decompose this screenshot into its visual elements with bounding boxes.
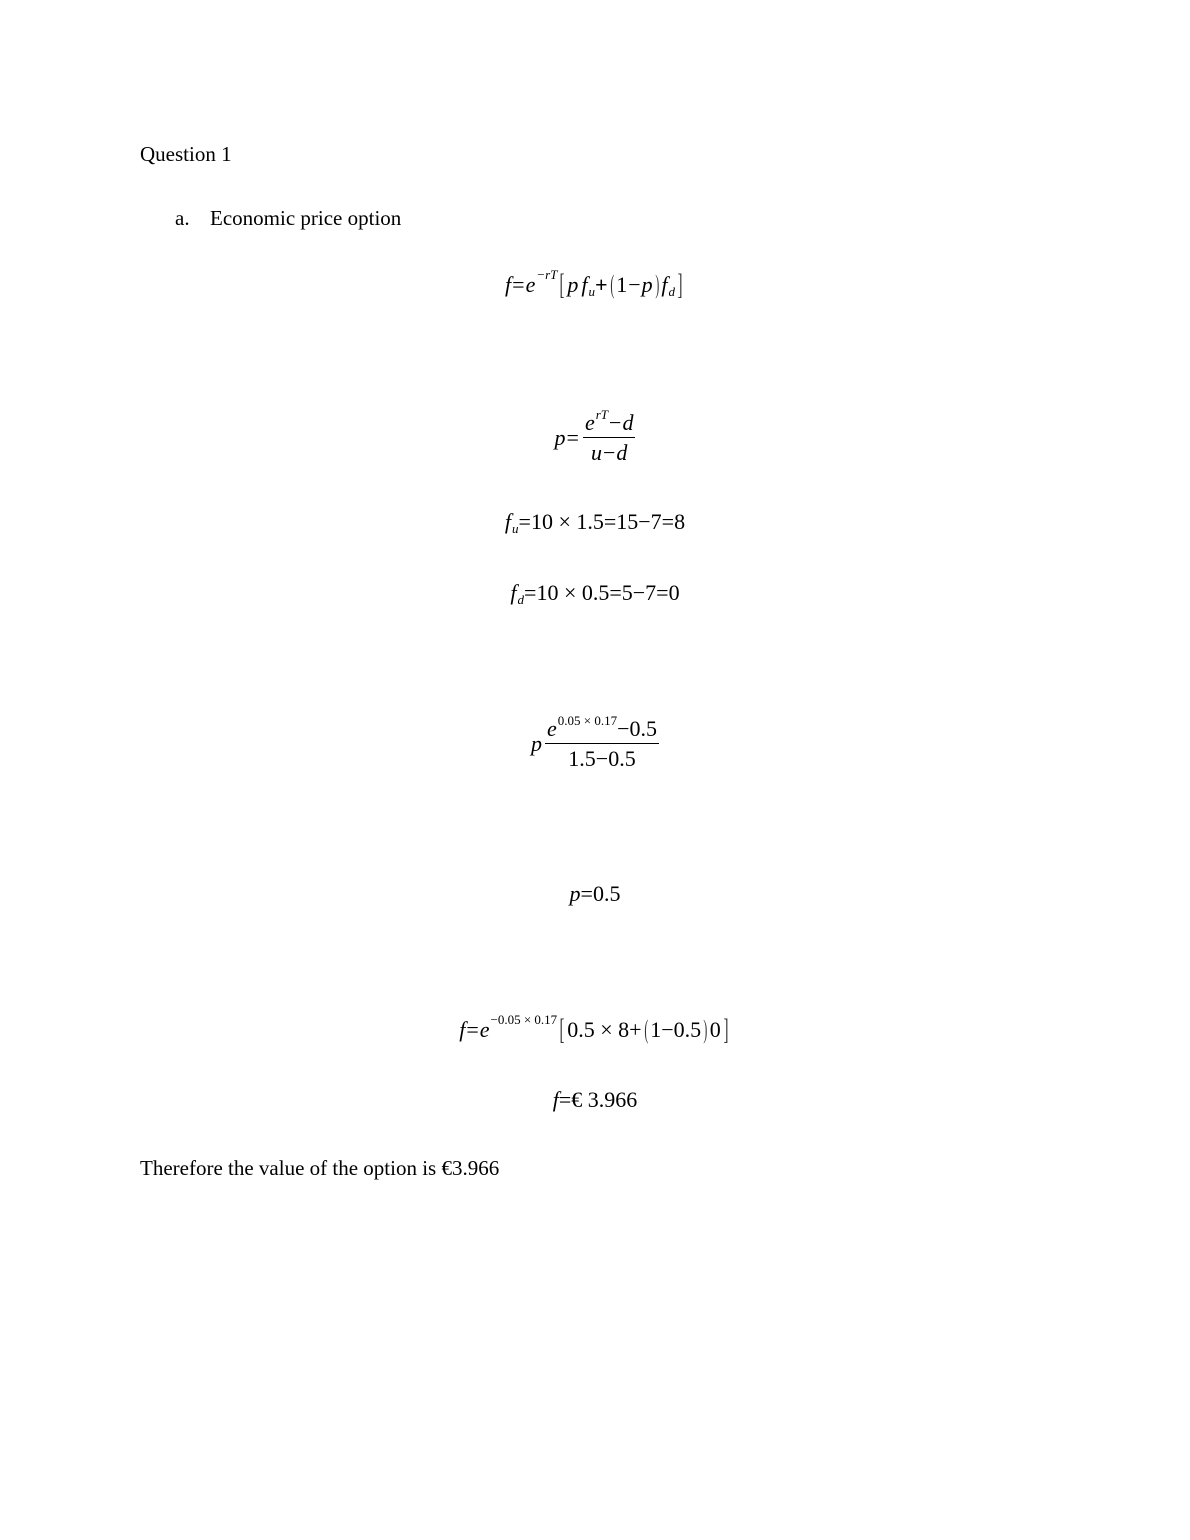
eq2-denominator	[589, 438, 629, 464]
eq2-d2: d	[616, 440, 628, 465]
eq7-right-bracket: ]	[723, 1013, 729, 1046]
eq5-p: p	[530, 731, 542, 756]
eq1-f-u: f	[581, 272, 588, 297]
formula-option-value	[0, 266, 1190, 301]
eq7-left-bracket: [	[559, 1013, 565, 1046]
list-item-label: Economic price option	[210, 206, 402, 230]
eq5-num-rest: −0.5	[617, 716, 658, 741]
eq2-numerator	[583, 407, 635, 438]
eq7-term2: 1−0.5	[650, 1017, 702, 1042]
eq6-expression: =0.5	[580, 881, 621, 906]
eq1-exponent: −rT	[536, 266, 558, 282]
eq1-e: e	[525, 272, 536, 297]
formula-probability	[0, 407, 1190, 465]
eq7-e: e	[479, 1017, 490, 1042]
eq1-right-paren: )	[655, 270, 659, 299]
eq7-exponent: −0.05 × 0.17	[490, 1011, 558, 1027]
eq3-sub-u: u	[512, 520, 519, 536]
formula-fd	[0, 580, 1190, 607]
eq7-f: f	[459, 1017, 466, 1042]
eq8-expression: =€ 3.966	[558, 1087, 638, 1112]
list-item-marker: a.	[175, 206, 190, 230]
eq1-sub-d: d	[668, 283, 675, 299]
eq1-sub-u: u	[588, 283, 596, 299]
formula-fu	[0, 509, 1190, 536]
eq2-u: u	[591, 440, 602, 465]
eq2-p: p	[554, 425, 566, 450]
eq4-sub-d: d	[517, 591, 525, 607]
eq1-plus: +	[595, 272, 608, 297]
eq5-e: e	[546, 716, 557, 741]
eq5-denominator: 1.5−0.5	[568, 746, 636, 771]
question-heading: Question 1	[140, 142, 232, 166]
eq7-equals: =	[466, 1017, 479, 1042]
eq1-f-d: f	[661, 272, 668, 297]
eq3-expression: =10 × 1.5=15−7=8	[518, 509, 686, 534]
eq7-left-paren: (	[643, 1015, 648, 1044]
eq1-minus: −	[628, 272, 641, 297]
eq1-left-bracket: [	[559, 268, 565, 301]
formula-option-result	[0, 1089, 1190, 1111]
eq7-right-paren: )	[703, 1015, 708, 1044]
eq4-expression: =10 × 0.5=5−7=0	[524, 580, 680, 605]
eq1-one: 1	[616, 272, 628, 297]
formula-probability-substituted	[0, 713, 1190, 771]
eq8-f: f	[552, 1087, 559, 1112]
formula-option-substituted	[0, 1011, 1190, 1046]
eq3-f: f	[504, 509, 512, 534]
eq2-den-minus: −	[603, 440, 616, 465]
eq1-p2: p	[641, 272, 653, 297]
eq6-p: p	[569, 881, 581, 906]
eq5-exponent: 0.05 × 0.17	[557, 713, 618, 728]
eq1-equals: =	[512, 272, 525, 297]
conclusion-text: Therefore the value of the option is €3.966	[140, 1156, 500, 1180]
formula-p-result	[0, 883, 1190, 905]
eq2-e: e	[584, 410, 595, 435]
eq2-minus: −	[609, 410, 622, 435]
eq1-p: p	[567, 272, 579, 297]
eq7-term1: 0.5 × 8+	[567, 1017, 642, 1042]
eq2-exponent: rT	[595, 407, 609, 422]
eq1-right-bracket: ]	[677, 268, 683, 301]
eq7-term3: 0	[709, 1017, 721, 1042]
eq5-numerator	[545, 713, 659, 744]
eq4-f: f	[510, 580, 517, 605]
eq1-left-paren: (	[609, 270, 614, 299]
eq2-equals: =	[566, 425, 579, 450]
eq1-f: f	[505, 272, 512, 297]
eq2-d: d	[622, 410, 634, 435]
eq5-fraction	[545, 713, 659, 771]
eq2-fraction	[583, 407, 635, 465]
